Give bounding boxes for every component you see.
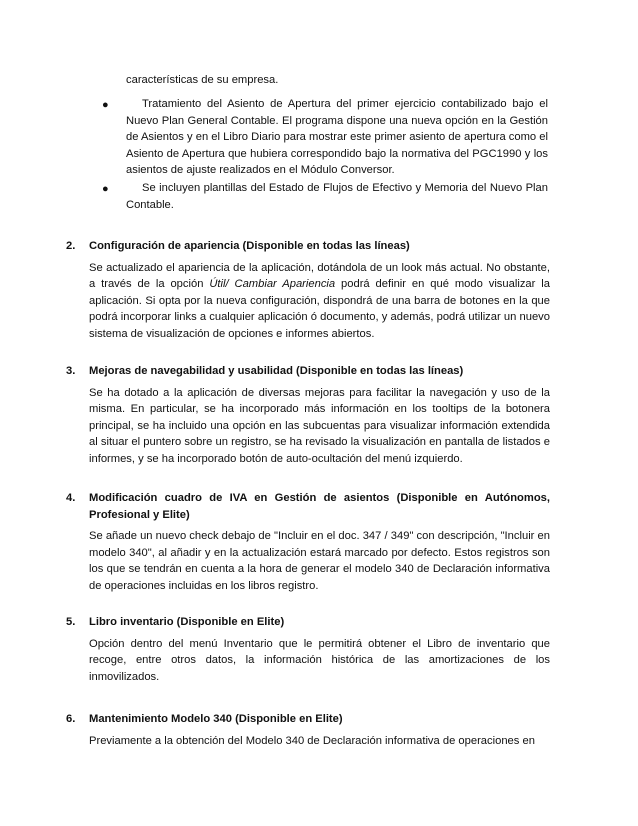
section-title: Libro inventario (Disponible en Elite) xyxy=(89,616,285,628)
section-5 xyxy=(66,614,550,685)
section-number: 3. xyxy=(66,365,76,377)
section-number: 4. xyxy=(66,492,76,504)
section-title: Mejoras de navegabilidad y usabilidad (Disponible en todas las líneas) xyxy=(89,365,464,377)
body-text: Se actualizado el apariencia de la aplicación, dotándola de un look más actual. No obstante, a través de la opción xyxy=(89,261,550,291)
section-body: Se ha dotado a la aplicación de diversas mejoras para facilitar la navegación y uso de la misma. En particular, se ha incorporado más información en los tooltips de la botonera principal, se ha incluido una opción en las subcuentas para visualizar información extendida al situar el puntero sobre un registro, se ha revisado la visualización en pantalla de listados e informes, y se ha incorporado botón de auto-ocultación del menú izquierdo. xyxy=(89,386,550,465)
section-body: Opción dentro del menú Inventario que le permitirá obtener el Libro de inventario que recoge, entre otros datos, la información histórica de las amortizaciones de los inmovilizados. xyxy=(89,637,550,683)
section-body xyxy=(89,260,550,343)
bullet-icon: ● xyxy=(102,183,109,195)
section-6 xyxy=(66,711,550,749)
continuation-text: características de su empresa. xyxy=(126,74,279,86)
section-body: Se añade un nuevo check debajo de "Incluir en el doc. 347 / 349" con descripción, "Incluir en modelo 340", al añadir y en la actualización estará marcado por defecto. Estos registros son los que se tendrán en cuenta a la hora de generar el modelo 340 de Declaración informativa de operaciones incluidas en los libros registro. xyxy=(89,530,550,592)
section-number: 6. xyxy=(66,713,76,725)
section-heading xyxy=(66,490,550,523)
bullet-item xyxy=(126,180,548,213)
bullet-item xyxy=(126,96,548,179)
section-number: 2. xyxy=(66,240,76,252)
body-text: podrá definir en qué modo visualizar la aplicación. Si opta por la nueva configuración, dispondrá de una barra de botones en la que podrá incorporar links a cualquier aplicación ó documento, y además, podrá utilizar un nuevo sistema de visualización de opciones e informes abiertos. xyxy=(89,278,550,340)
section-heading xyxy=(66,614,550,631)
section-title: Modificación cuadro de IVA en Gestión de asientos (Disponible en Autónomos, Profesional y Elite) xyxy=(89,492,550,521)
section-title: Mantenimiento Modelo 340 (Disponible en Elite) xyxy=(89,713,343,725)
section-3 xyxy=(66,363,550,468)
section-4 xyxy=(66,490,550,595)
bullet-text: Se incluyen plantillas del Estado de Flujos de Efectivo y Memoria del Nuevo Plan Contable. xyxy=(126,182,548,211)
section-2 xyxy=(66,238,550,343)
section-heading xyxy=(66,711,550,728)
section-heading xyxy=(66,363,550,380)
section-heading xyxy=(66,238,550,255)
menu-path-text: Útil/ Cambiar Apariencia xyxy=(209,278,336,291)
section-title: Configuración de apariencia (Disponible en todas las líneas) xyxy=(89,240,410,252)
section-number: 5. xyxy=(66,616,76,628)
bullet-icon: ● xyxy=(102,99,109,111)
bullet-text: Tratamiento del Asiento de Apertura del primer ejercicio contabilizado bajo el Nuevo Plan General Contable. El programa dispone una nueva opción en la Gestión de Asientos y en el Libro Diario para mostrar este primer asiento de apertura como el Asiento de Apertura que hubiera correspondido bajo la normativa del PGC1990 y los asientos de ajuste realizados en el Módulo Conversor. xyxy=(126,98,548,177)
section-body: Previamente a la obtención del Modelo 340 de Declaración informativa de operaciones en xyxy=(89,734,535,747)
